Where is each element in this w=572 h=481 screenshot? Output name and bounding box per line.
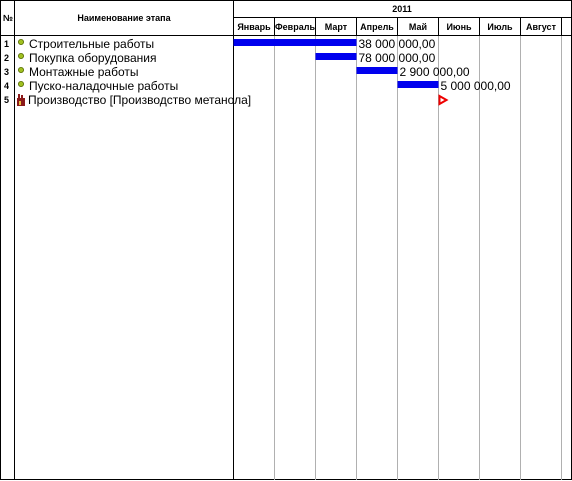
year-header: 2011 (392, 4, 412, 14)
green-dot-icon (18, 81, 23, 86)
task-amount: 2 900 000,00 (399, 65, 470, 79)
task-number: 4 (4, 81, 10, 91)
month-label: Февраль (275, 22, 315, 32)
task-bar[interactable] (357, 67, 398, 74)
task-name: Покупка оборудования (29, 51, 157, 65)
green-dot-icon (18, 39, 23, 44)
task-number: 1 (4, 39, 10, 49)
task-amount: 38 000 000,00 (358, 37, 436, 51)
task-bar[interactable] (398, 81, 439, 88)
green-dot-icon (18, 67, 23, 72)
task-number: 3 (4, 67, 10, 77)
task-bar[interactable] (234, 39, 357, 46)
task-number: 2 (4, 53, 10, 63)
task-amount: 78 000 000,00 (358, 51, 436, 65)
task-name: Монтажные работы (29, 65, 139, 79)
task-bar[interactable] (316, 53, 357, 60)
month-label: Июль (487, 22, 513, 32)
month-label: Март (324, 22, 348, 32)
month-label: Апрель (360, 22, 394, 32)
task-name: Строительные работы (29, 37, 155, 51)
task-amount: 5 000 000,00 (440, 79, 511, 93)
task-name: Пуско-наладочные работы (29, 79, 179, 93)
task-name: Производство [Производство метанола] (28, 93, 252, 107)
month-label: Июнь (446, 22, 472, 32)
task-number: 5 (4, 95, 10, 105)
green-dot-icon (18, 53, 23, 58)
month-label: Январь (237, 22, 271, 32)
month-label: Август (526, 22, 556, 32)
name-column-header: Наименование этапа (77, 13, 171, 23)
month-label: Май (408, 22, 428, 32)
num-column-header: № (3, 13, 14, 23)
